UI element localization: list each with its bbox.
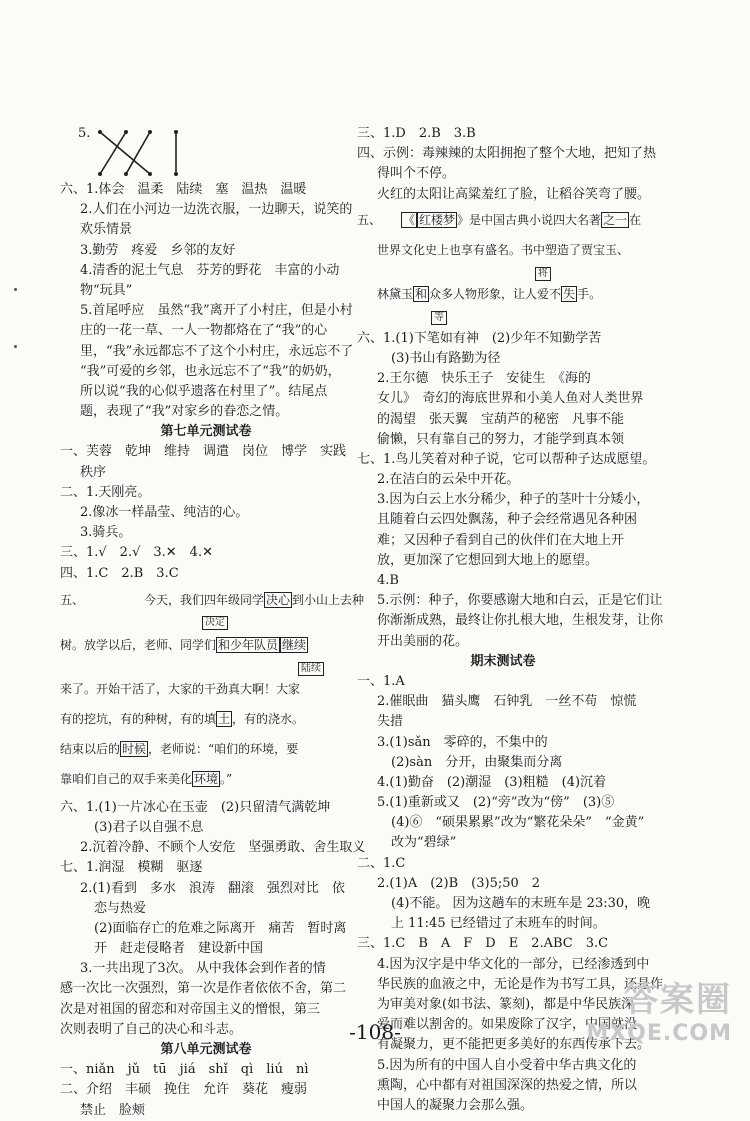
essay-text: 今天，我们四年级同学 [144,592,265,607]
matching-lines-diagram [86,128,196,180]
answer-line: 秩序 [80,464,107,480]
answer-line: (4)⑥ “硕果累累”改为“繁花朵朵” “金黄” [391,815,645,831]
answer-line: 5.因为所有的中国人自小受着中华古典文化的 [377,1057,637,1073]
marked-word: 时候 [122,741,147,756]
marked-word: 和少年队员 [218,637,279,652]
marked-word: 环境 [194,771,219,786]
answer-line: 3.一共出现了3次。 从中我体会到作者的情 [80,961,326,977]
annotation-line [60,614,352,630]
answer-line: 3.(1)sǎn 零碎的，不集中的 [377,734,548,750]
answer-line: 4.B [377,573,399,588]
annotation-line [357,265,649,279]
answer-line: 得叫个不停。 [377,166,456,182]
margin-mark [14,288,17,291]
answer-line: 4.(1)勤奋 (2)潮湿 (3)粗糙 (4)沉着 [377,774,607,790]
answer-line: 中国人的凝聚力会那么强。 [377,1097,534,1113]
answer-line: 4.清香的泥土气息 芬芳的野花 丰富的小动 [80,262,340,278]
answer-line: 四、示例：毒辣辣的太阳拥抱了整个大地，把知了热 [357,146,657,162]
answer-line: 2.沉着冷静、不顾个人安危 坚强勇敢、舍生取义 [80,840,366,856]
answer-line: 六、1.体会 温柔 陆续 塞 温热 温暖 [60,182,307,197]
answer-line: 七、1.鸟儿笑着对种子说，它可以帮种子达成愿望。 [357,451,656,467]
answer-line: 感一次比一次强烈，第一次是作者依依不舍，第二 [60,981,347,997]
answer-line: 次是对祖国的留恋和对帝国主义的憎恨，第三 [60,1001,321,1017]
correction-annotation: 决定 [202,616,228,630]
answer-line: 2.催眠曲 猫头鹰 石钟乳 一丝不苟 惊慌 [377,694,637,710]
answer-line: 4.因为汉字是中华文化的一部分，已经渗透到中 [377,956,650,972]
essay-text: 有的挖坑，有的种树，有的填 [60,711,217,726]
answer-line: 六、1.(1)一片冰心在玉壶 (2)只留清气满乾坤 [60,799,331,815]
essay-line [60,630,352,660]
essay-line [357,279,649,309]
left-column [60,124,366,1121]
answer-line: “我”可爱的乡邻，也永远忘不了“我”的奶奶， [80,363,341,379]
essay-text: ，有的浇水。 [232,711,305,726]
answer-line: 失措 [377,714,404,730]
essay-text: 林黛玉 [377,286,414,301]
essay-text: ，老师说：“咱们的环境，要 [148,741,299,756]
answer-line: 物“玩具” [80,282,133,298]
answer-line: (3)书山有路勤为径 [391,350,501,366]
answer-line: 三、1.C B A F D E 2.ABC 3.C [357,936,609,952]
answer-line: 火红的太阳让高粱羞红了脸，让稻谷笑弯了腰。 [377,186,651,202]
answer-line: (4)不能。 因为这趟车的末班车是 23:30，晚 [391,896,651,911]
marked-word: 失 [563,286,576,301]
answer-line: 二、1.天刚亮。 [60,484,151,500]
answer-line: 开 赶走侵略者 建设新中国 [94,941,264,957]
answer-line: 女儿》 奇幻的海底世界和小美人鱼对人类世界 [377,391,644,407]
answer-line: 且随着白云四处飘荡，种子会经常遇见各种困 [377,512,638,528]
answer-line: 你渐渐成熟，最终让你扎根大地，生根发芽，让你 [377,613,664,629]
answer-line: 上 11:45 已经错过了末班车的时间。 [391,916,606,932]
answer-line: 2.(1)A (2)B (3)5;50 2 [377,875,541,891]
answer-line: 恋与热爱 [94,900,147,916]
answer-line: 里，“我”永远都忘不了这个小村庄，永远忘不了 [80,343,354,359]
item-label: 5. [78,126,91,141]
answer-line: 爱而难以割舍的。如果废除了汉字，中国就没 [377,1017,638,1033]
watermark-url: MXQE.COM [586,1021,732,1046]
answer-line: (2)面临存亡的危难之际离开 痛苦 暂时离 [94,920,347,936]
answer-line: 3.勤劳 疼爱 乡邻的友好 [80,242,236,258]
proofreading-essay [60,584,365,794]
item-label: 五、 [357,212,382,227]
essay-text: 》是中国古典小说四大名著 [457,212,602,227]
answer-line: 3.骑兵。 [80,525,132,541]
answer-line: 熏陶，心中都有对祖国深深的热爱之情，所以 [377,1077,638,1093]
answer-line: 5.(1)重新或又 (2)“旁”改为“傍” (3)⑤ [377,795,615,811]
essay-line [357,205,649,235]
answer-line: 2.像冰一样晶莹、纯洁的心。 [80,505,249,520]
answer-line: 5.首尾呼应 虽然“我”离开了小村庄，但是小村 [80,303,353,319]
answer-line: 2.王尔德 快乐王子 安徒生 《海的 [377,371,591,387]
essay-line [60,584,365,614]
page-number: -108- [349,1020,401,1044]
answer-line: 2.在洁白的云朵中开花。 [377,472,520,488]
answer-line: 禁止 脸颊 [80,1102,146,1118]
essay-text: 众多人物形象，让人爱不 [429,286,562,301]
answer-line: 三、1.√ 2.√ 3.✕ 4.✕ [60,545,213,561]
answer-line: 一、芙蓉 乾坤 维持 调遣 岗位 博学 实践 [60,444,347,460]
answer-line: 有凝聚力，更不能把更多美好的东西传承下去。 [377,1037,651,1053]
answer-line: 3.因为白云上水分稀少，种子的茎叶十分矮小， [377,492,650,508]
answer-line: 七、1.润湿 模糊 驱逐 [60,860,203,876]
essay-text: 。” [220,771,233,786]
essay-text: 到小山上去种 [292,592,365,607]
correction-annotation: 陆续 [298,662,324,676]
essay-text: 结束以后的 [60,741,121,756]
essay-line: 世界文化史上也享有盛名。书中塑造了贾宝玉、 [377,242,630,257]
proofreading-paragraph [357,205,649,325]
essay-line [60,704,352,734]
marked-word: 之一 [603,212,628,227]
correction-annotation: 等 [431,311,447,325]
watermark [586,972,732,1046]
answer-line: 难；又因种子看到自己的伙伴们在大地上开 [377,532,625,548]
answer-line: 四、1.C 2.B 3.C [60,565,179,581]
answer-line: 二、1.C [357,855,406,871]
answer-line: 5.示例：种子，你要感谢大地和白云，正是它们让 [377,593,663,609]
answer-line: 二、介绍 丰硕 挽住 允许 葵花 瘦弱 [60,1082,308,1098]
marked-word: 红楼梦 [419,212,456,227]
answer-line: 一、1.A [357,673,405,689]
marked-word: 决心 [266,592,291,607]
answer-line: 改为“碧绿” [391,835,457,851]
watermark-logo-text: 答案圈 [624,980,732,1020]
correction-annotation: 将 [535,267,551,281]
answer-line: 欢乐情景 [80,222,133,238]
answer-line: 2.人们在小河边一边洗衣服，一边聊天，说笑的 [80,202,353,218]
marked-word: 土 [218,711,231,726]
answer-line: 的渴望 张天翼 宝葫芦的秘密 凡事不能 [377,411,625,427]
answer-line: 庄的一花一草、一人一物都烙在了“我”的心 [80,323,328,339]
answer-line: 偷懒，只有靠自己的努力，才能学到真本领 [377,431,625,447]
annotation-line [357,309,649,325]
answer-line: 六、1.(1)下笔如有神 (2)少年不知勤学苦 [357,330,602,346]
answer-line: 一、niǎn jǔ tū jiá shǐ qì liú nì [60,1062,309,1078]
marked-word: 《 [403,212,416,227]
marked-word: 和 [415,286,428,301]
answer-line: 三、1.D 2.B 3.B [357,126,476,141]
answer-line: 次则表明了自己的决心和斗志。 [60,1021,243,1037]
essay-line [60,764,352,794]
answer-line: 放，更加深了它想回到大地上的愿望。 [377,552,599,568]
essay-text: 手。 [577,286,602,301]
answer-line: (2)sàn 分开，由聚集而分离 [391,754,563,770]
section-heading: 第七单元测试卷 [160,424,252,440]
matching-figure [60,124,352,180]
answer-line: (3)君子以自强不息 [94,819,204,835]
answer-line: 所以说“我的心似乎遗落在村里了”。结尾点 [80,383,328,399]
section-heading: 期末测试卷 [470,653,536,669]
essay-line: 来了。开始干活了，大家的干劲真大啊！大家 [60,681,301,696]
answer-line: 开出美丽的花。 [377,633,469,649]
answer-line: 题，表现了“我”对家乡的眷恋之情。 [80,404,289,420]
answer-line: 华民族的血液之中，无论是作为书写工具，还是作 [377,976,664,992]
margin-mark [14,345,17,348]
section-heading: 第八单元测试卷 [160,1042,252,1057]
answer-line: 2.(1)看到 多水 浪涛 翻滚 强烈对比 依 [80,880,345,896]
item-label: 五、 [60,592,85,607]
answer-line: 为审美对象(如书法、篆刻)，都是中华民族深 [377,996,635,1012]
essay-text: 靠咱们自己的双手来美化 [60,771,193,786]
essay-line [60,734,352,764]
essay-text: 在 [629,212,642,227]
essay-text: 树。放学以后，老师、同学们 [60,637,217,652]
annotation-line [60,660,352,674]
marked-word: 继续 [282,637,307,652]
